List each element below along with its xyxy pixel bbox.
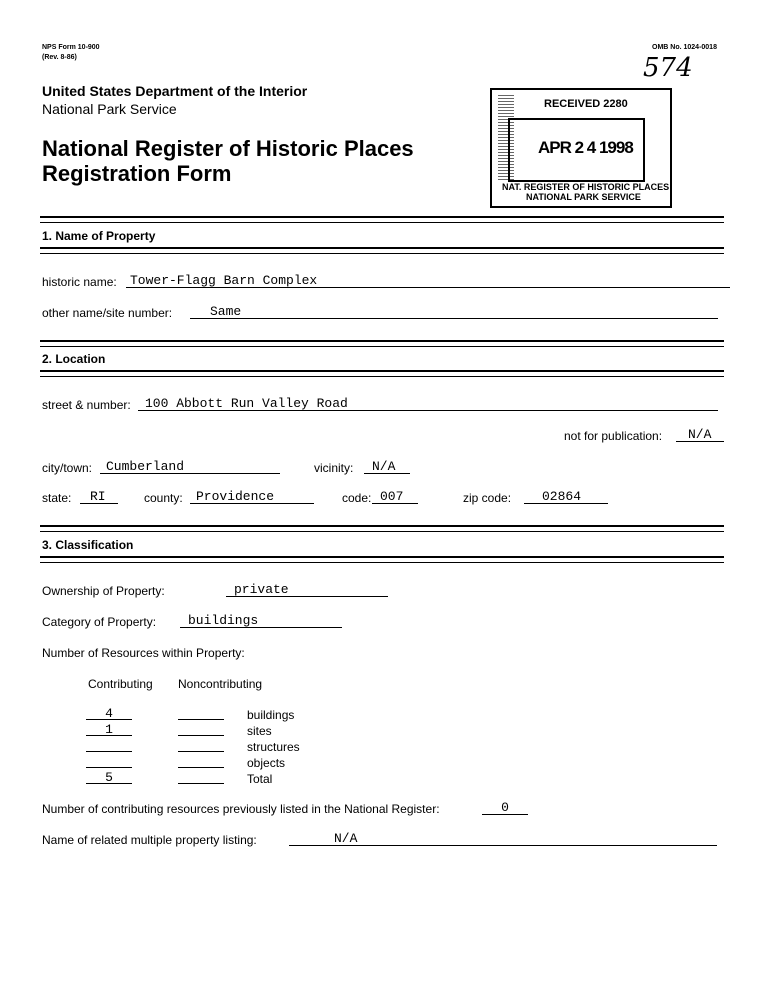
stamp-received: RECEIVED 2280	[544, 98, 628, 110]
code-value[interactable]: 007	[380, 489, 404, 504]
row-label: sites	[247, 724, 272, 738]
section-divider	[40, 370, 724, 377]
noncontributing-line	[178, 735, 224, 736]
city-label: city/town:	[42, 461, 93, 475]
contributing-line	[86, 719, 132, 720]
county-value[interactable]: Providence	[196, 489, 275, 504]
contributing-line	[86, 735, 132, 736]
section-divider	[40, 340, 724, 347]
code-label: code:	[342, 491, 372, 505]
previously-listed-value[interactable]: 0	[501, 800, 509, 815]
department-name: United States Department of the Interior	[42, 83, 308, 99]
vicinity-label: vicinity:	[314, 461, 354, 475]
ownership-value[interactable]: private	[234, 582, 289, 597]
zip-value[interactable]: 02864	[542, 489, 582, 504]
omb-number: OMB No. 1024-0018	[652, 44, 717, 51]
multiple-listing-value[interactable]: N/A	[334, 831, 358, 846]
noncontributing-line	[178, 719, 224, 720]
received-stamp	[490, 88, 672, 208]
noncontributing-line	[178, 767, 224, 768]
form-title-line1: National Register of Historic Places	[42, 136, 414, 161]
street-value[interactable]: 100 Abbott Run Valley Road	[145, 396, 348, 411]
section-divider	[40, 525, 724, 532]
city-value[interactable]: Cumberland	[106, 459, 185, 474]
stamp-date: APR 2 4 1998	[538, 138, 633, 157]
multiple-listing-label: Name of related multiple property listing:	[42, 833, 257, 847]
stamp-date-box	[508, 118, 645, 182]
section-divider	[40, 247, 724, 254]
section2-heading: 2. Location	[42, 352, 106, 366]
not-for-publication-label: not for publication:	[564, 429, 663, 443]
zip-label: zip code:	[463, 491, 512, 505]
street-label: street & number:	[42, 398, 131, 412]
stamp-line2: NATIONAL PARK SERVICE	[526, 192, 641, 202]
contributing-cell[interactable]: 4	[105, 706, 113, 721]
stamp-line1: NAT. REGISTER OF HISTORIC PLACES	[502, 182, 670, 192]
section-divider	[40, 556, 724, 563]
contributing-header: Contributing	[88, 677, 153, 691]
noncontributing-header: Noncontributing	[178, 677, 263, 691]
other-name-label: other name/site number:	[42, 306, 173, 320]
contributing-line	[86, 767, 132, 768]
row-label: Total	[247, 772, 273, 786]
service-name: National Park Service	[42, 101, 177, 117]
not-for-publication-value[interactable]: N/A	[688, 427, 712, 442]
state-value[interactable]: RI	[90, 489, 106, 504]
ownership-label: Ownership of Property:	[42, 584, 165, 598]
row-label: buildings	[247, 708, 295, 722]
row-label: objects	[247, 756, 286, 770]
contributing-line	[86, 751, 132, 752]
other-name-line	[190, 318, 718, 319]
form-title-line2: Registration Form	[42, 161, 232, 186]
noncontributing-line	[178, 783, 224, 784]
category-value[interactable]: buildings	[188, 613, 259, 628]
state-label: state:	[42, 491, 72, 505]
previously-listed-label: Number of contributing resources previously listed in the National Register:	[42, 802, 440, 816]
category-label: Category of Property:	[42, 615, 157, 629]
vicinity-value[interactable]: N/A	[372, 459, 396, 474]
form-number: NPS Form 10-900	[42, 44, 100, 51]
noncontributing-line	[178, 751, 224, 752]
section1-heading: 1. Name of Property	[42, 229, 156, 243]
resources-label: Number of Resources within Property:	[42, 646, 245, 660]
section3-heading: 3. Classification	[42, 538, 134, 552]
contributing-line	[86, 783, 132, 784]
section-divider	[40, 216, 724, 223]
historic-name-value[interactable]: Tower-Flagg Barn Complex	[130, 273, 318, 288]
contributing-cell[interactable]: 5	[105, 770, 113, 785]
other-name-value[interactable]: Same	[210, 304, 242, 319]
historic-name-label: historic name:	[42, 275, 117, 289]
county-label: county:	[144, 491, 183, 505]
contributing-cell[interactable]: 1	[105, 722, 113, 737]
form-revision: (Rev. 8-86)	[42, 54, 77, 61]
row-label: structures	[247, 740, 300, 754]
handwritten-number: 574	[643, 53, 693, 83]
